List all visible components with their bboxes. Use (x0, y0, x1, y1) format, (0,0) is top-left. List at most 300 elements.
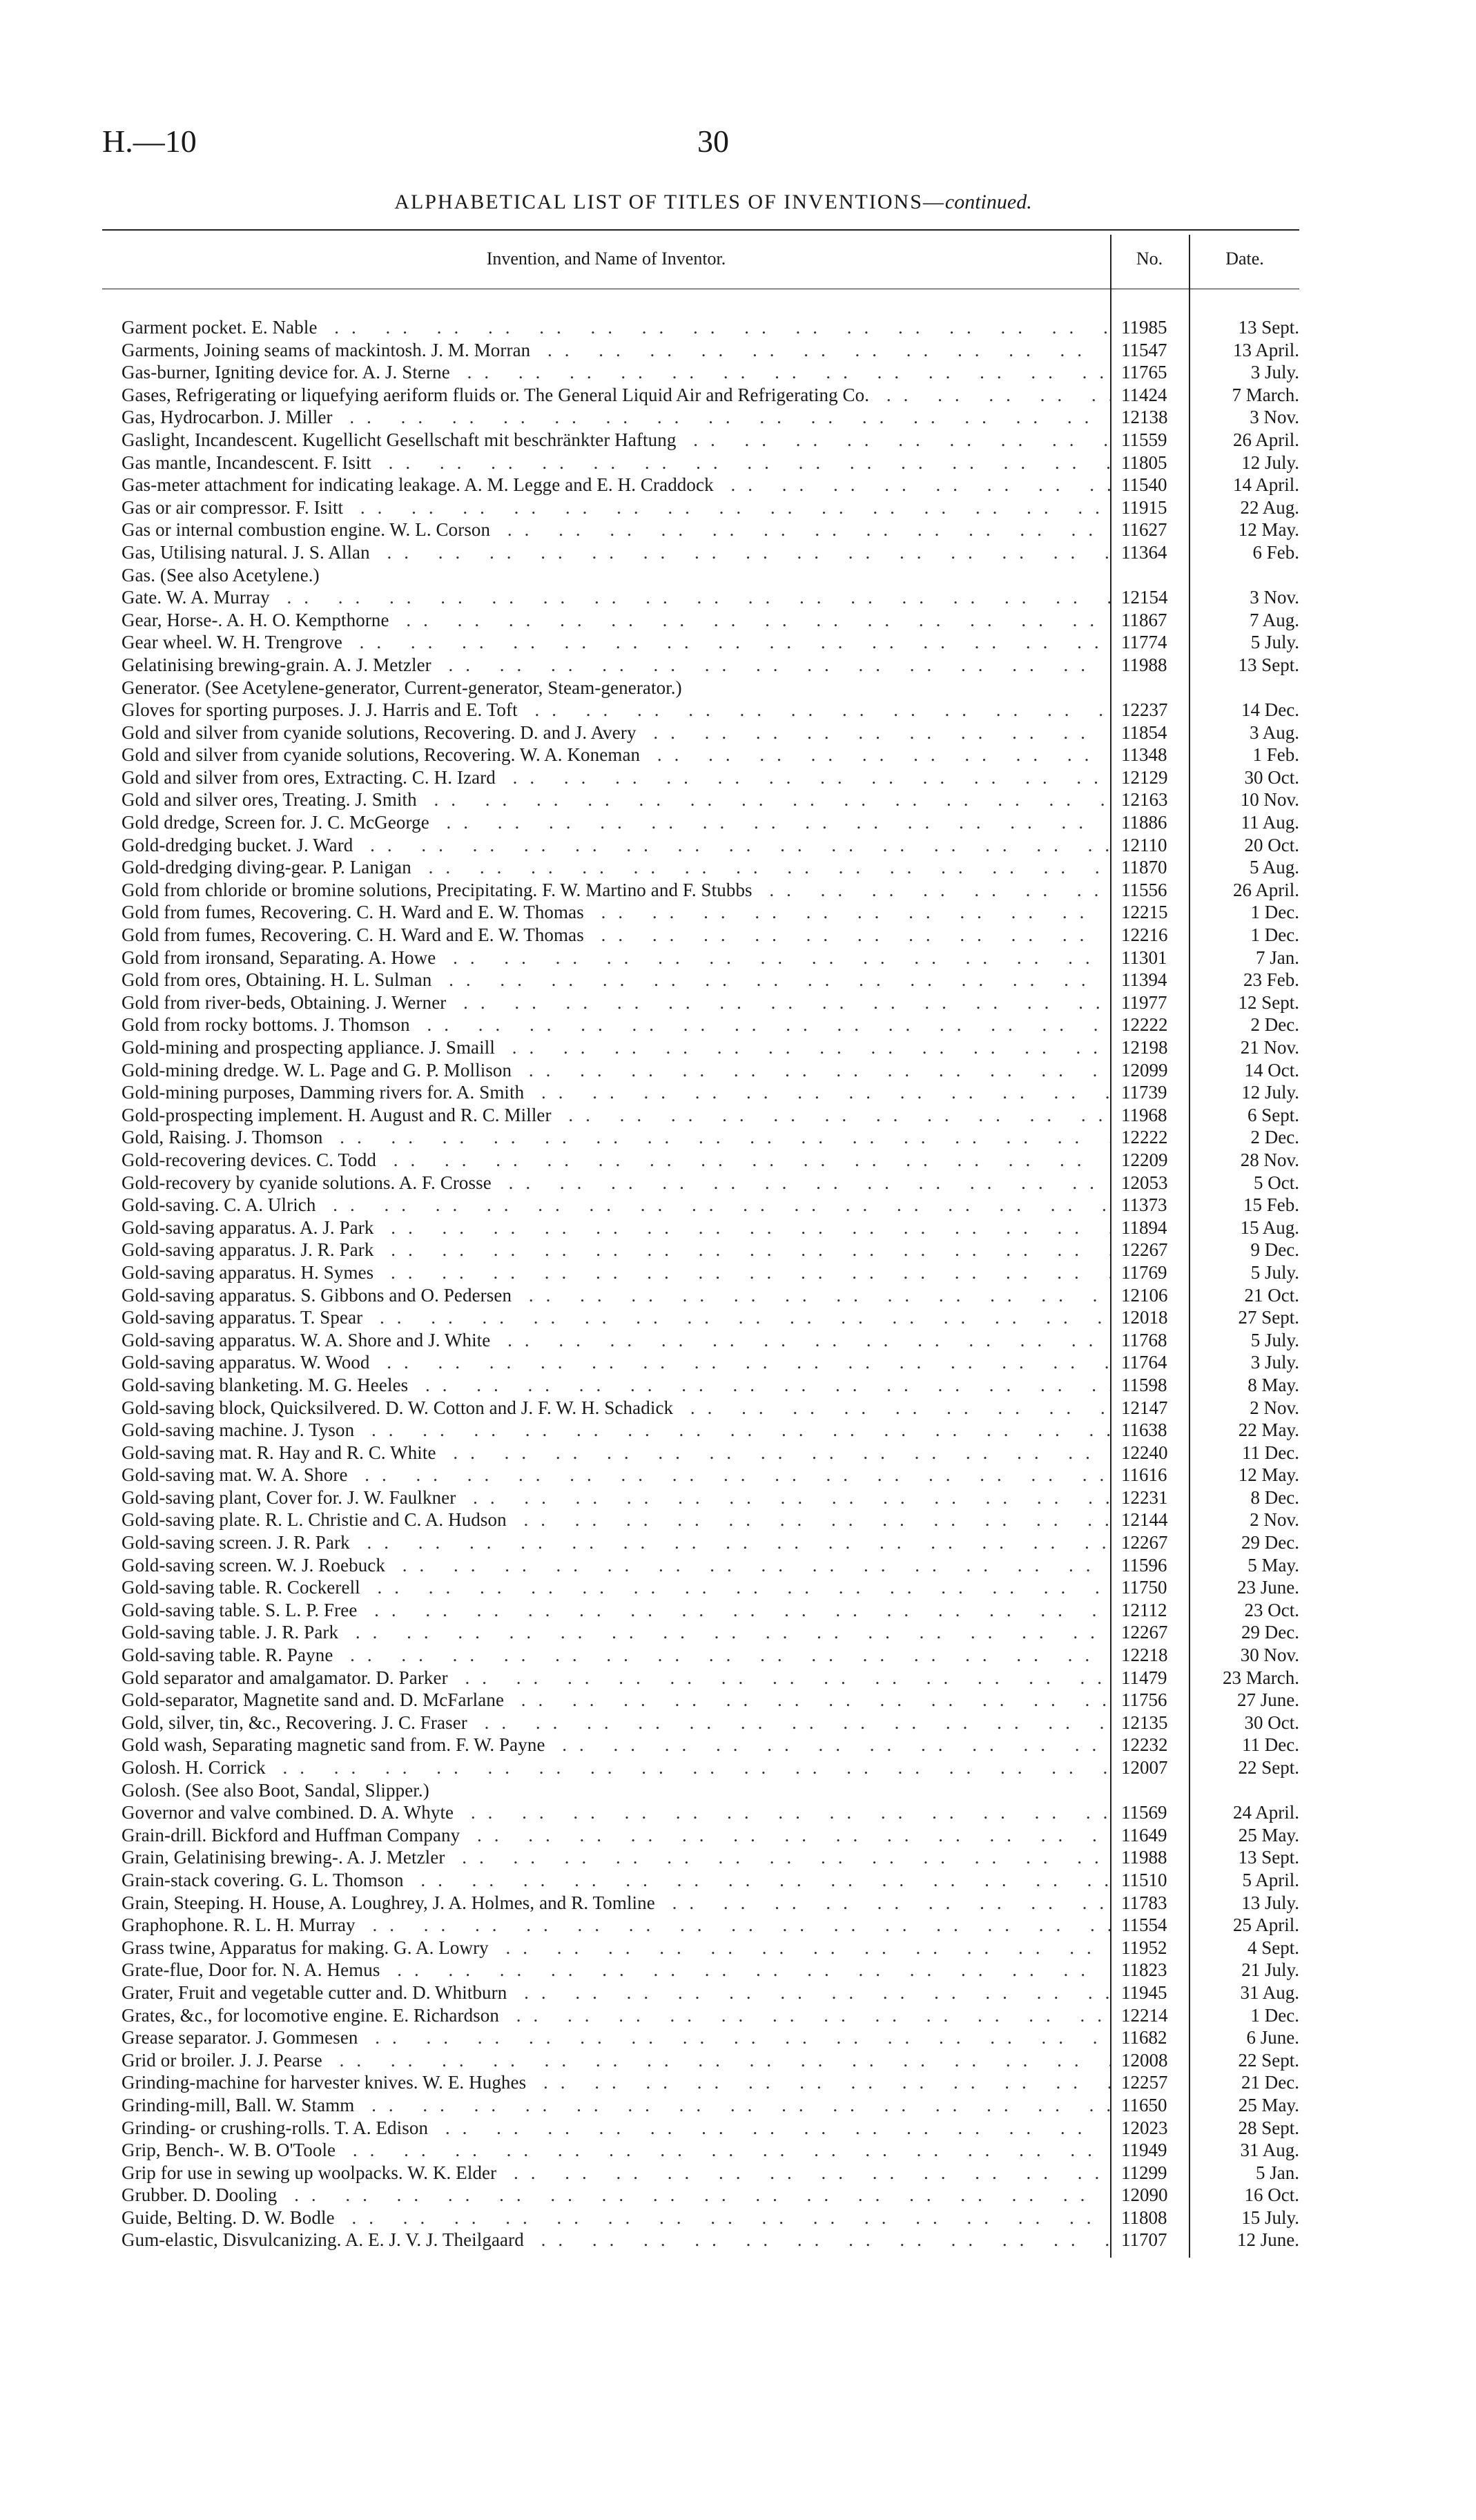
invention-title: Gold-saving table. R. Payne .. .. (122, 1644, 1110, 1667)
patent-number: 11598 (1121, 1374, 1167, 1395)
invention-title: Gas or air compressor. F. Isitt .. .. (122, 496, 1110, 519)
table-row (122, 766, 1299, 789)
patent-date: 3 Nov. (1250, 407, 1299, 428)
patent-date: 12 July. (1241, 452, 1299, 473)
patent-date: 2 Nov. (1250, 1397, 1299, 1418)
invention-title: Grease separator. J. Gommesen .. .. (122, 2026, 1110, 2049)
invention-title: Gas, Hydrocarbon. J. Miller .. .. (122, 406, 1110, 429)
patent-number: 11627 (1121, 519, 1167, 541)
patent-number: 11823 (1121, 1959, 1167, 1981)
table-row (122, 1712, 1299, 1734)
table-row (122, 1869, 1299, 1892)
patent-date: 25 April. (1232, 1915, 1299, 1936)
patent-number: 11988 (1121, 654, 1167, 675)
invention-title: Gold-prospecting implement. H. August and R. C. Miller .. .. (122, 1104, 1110, 1127)
patent-number: 11870 (1121, 857, 1167, 878)
table-row (122, 2207, 1299, 2229)
patent-number: 12222 (1121, 1014, 1168, 1036)
patent-number: 12007 (1121, 1757, 1168, 1778)
patent-date: 15 Aug. (1240, 1217, 1299, 1238)
patent-date: 12 May. (1238, 1464, 1299, 1486)
table-row (122, 586, 1299, 609)
table-row (122, 2162, 1299, 2184)
patent-date: 3 July. (1250, 1352, 1299, 1373)
invention-title: Gold, silver, tin, &c., Recovering. J. C. Fraser .. .. (122, 1712, 1110, 1734)
patent-date: 24 April. (1232, 1802, 1299, 1823)
patent-date: 23 March. (1223, 1667, 1299, 1688)
document-reference: H.—10 (102, 124, 197, 159)
patent-number: 11769 (1121, 1261, 1167, 1283)
invention-title: Grater, Fruit and vegetable cutter and. D. Whitburn .. .. (122, 1981, 1110, 2004)
invention-title: Gold-saving apparatus. W. A. Shore and J. White .. .. (122, 1329, 1110, 1352)
invention-title: Gold-saving plate. R. L. Christie and C. A. Hudson .. .. (122, 1509, 1110, 1531)
patent-number: 12147 (1121, 1397, 1168, 1418)
table-row (122, 1892, 1299, 1915)
invention-title: Gum-elastic, Disvulcanizing. A. E. J. V. J. Theilgaard .. .. (122, 2229, 1110, 2251)
patent-number: 11783 (1121, 1892, 1167, 1913)
patent-date: 27 June. (1237, 1689, 1299, 1711)
patent-date: 7 March. (1232, 384, 1299, 405)
patent-date: 22 Sept. (1238, 2049, 1299, 2071)
invention-title: Gold and silver from cyanide solutions, Recovering. W. A. Koneman .. .. (122, 744, 1110, 766)
table-row (122, 1149, 1299, 1172)
table-row (122, 947, 1299, 969)
invention-title: Gold-saving table. S. L. P. Free .. .. (122, 1599, 1110, 1622)
cross-reference-row (122, 564, 1299, 587)
column-header (102, 240, 1299, 280)
invention-title: Graphophone. R. L. H. Murray .. .. (122, 1914, 1110, 1937)
invention-title: Gold-saving block, Quicksilvered. D. W. Cotton and J. F. W. H. Schadick .. .. (122, 1397, 1110, 1419)
patent-number: 11774 (1121, 632, 1167, 653)
invention-title: Gold-saving plant, Cover for. J. W. Faulkner .. .. (122, 1486, 1110, 1509)
table-row (122, 609, 1299, 632)
table-row (122, 2139, 1299, 2162)
patent-date: 6 Feb. (1252, 541, 1299, 563)
invention-title: Gold-dredging bucket. J. Ward .. .. (122, 834, 1110, 857)
patent-date: 2 Nov. (1250, 1509, 1299, 1531)
list-title-main: ALPHABETICAL LIST OF TITLES OF INVENTIONS— (394, 191, 945, 213)
patent-number: 11394 (1121, 969, 1167, 991)
table-row (122, 2026, 1299, 2049)
table-row (122, 2071, 1299, 2094)
patent-number: 11556 (1121, 879, 1167, 900)
patent-date: 12 Sept. (1238, 991, 1299, 1013)
invention-title: Generator. (See Acetylene-generator, Current-generator, Steam-generator.) (122, 677, 682, 698)
invention-title: Grip, Bench-. W. B. O'Toole .. .. (122, 2139, 1110, 2162)
invention-title: Grinding- or crushing-rolls. T. A. Edison .. .. (122, 2117, 1110, 2140)
table-row (122, 429, 1299, 452)
table-row (122, 1824, 1299, 1847)
invention-title: Gas, Utilising natural. J. S. Allan .. .. (122, 541, 1110, 564)
patent-number: 11540 (1121, 474, 1167, 496)
table-row (122, 834, 1299, 857)
patent-date: 3 Nov. (1250, 587, 1299, 608)
invention-title: Gold-saving apparatus. S. Gibbons and O. Pedersen .. .. (122, 1284, 1110, 1307)
invention-title: Grid or broiler. J. J. Pearse .. .. (122, 2049, 1110, 2072)
patent-date: 12 May. (1238, 519, 1299, 541)
patent-number: 11750 (1121, 1577, 1167, 1598)
invention-title: Gold-dredging diving-gear. P. Lanigan .. .. (122, 856, 1110, 879)
cross-reference-row (122, 1779, 1299, 1802)
patent-number: 12231 (1121, 1486, 1168, 1508)
table-row (122, 1397, 1299, 1419)
invention-title: Gold-saving mat. R. Hay and R. C. White .. .. (122, 1442, 1110, 1464)
table-row (122, 1217, 1299, 1239)
invention-title: Gold-saving apparatus. T. Spear .. .. (122, 1306, 1110, 1329)
patent-date: 10 Nov. (1240, 789, 1299, 811)
patent-date: 2 Dec. (1250, 1127, 1299, 1148)
patent-number: 12267 (1121, 1622, 1168, 1643)
patent-date: 22 Sept. (1238, 1757, 1299, 1778)
patent-date: 21 Oct. (1244, 1284, 1299, 1306)
invention-title: Gold-saving apparatus. A. J. Park .. .. (122, 1217, 1110, 1239)
patent-date: 23 Feb. (1243, 969, 1299, 991)
patent-number: 11649 (1121, 1824, 1167, 1845)
table-row (122, 744, 1299, 766)
patent-number: 11945 (1121, 1981, 1167, 2003)
invention-title: Gold separator and amalgamator. D. Parker .. .. (122, 1667, 1110, 1689)
invention-title: Grain-stack covering. G. L. Thomson .. .. (122, 1869, 1110, 1892)
patent-date: 13 July. (1241, 1892, 1299, 1913)
invention-title: Gold dredge, Screen for. J. C. McGeorge .. .. (122, 811, 1110, 834)
patent-date: 15 July. (1241, 2207, 1299, 2228)
patent-number: 11886 (1121, 812, 1167, 833)
patent-date: 5 Aug. (1249, 857, 1299, 878)
table-row (122, 2117, 1299, 2140)
patent-date: 31 Aug. (1240, 2140, 1299, 2161)
table-row (122, 788, 1299, 811)
patent-number: 11479 (1121, 1667, 1167, 1688)
table-row (122, 699, 1299, 721)
patent-date: 14 Oct. (1244, 1059, 1299, 1080)
patent-date: 11 Dec. (1242, 1442, 1299, 1463)
patent-number: 11764 (1121, 1352, 1167, 1373)
table-row (122, 631, 1299, 654)
patent-date: 27 Sept. (1238, 1307, 1299, 1328)
patent-date: 16 Oct. (1244, 2184, 1299, 2206)
patent-number: 11424 (1121, 384, 1167, 405)
table-row (122, 1081, 1299, 1104)
invention-title: Gold from ores, Obtaining. H. L. Sulman .. .. (122, 969, 1110, 991)
invention-title: Gold from ironsand, Separating. A. Howe .. .. (122, 947, 1110, 969)
table-row (122, 2004, 1299, 2027)
invention-title: Gold-recovery by cyanide solutions. A. F. Crosse .. .. (122, 1172, 1110, 1194)
patent-date: 12 June. (1237, 2229, 1299, 2251)
invention-title: Gold-mining dredge. W. L. Page and G. P. Mollison .. .. (122, 1059, 1110, 1082)
table-row (122, 901, 1299, 924)
patent-date: 23 June. (1237, 1577, 1299, 1598)
patent-date: 25 May. (1238, 1824, 1299, 1845)
invention-title: Gold from fumes, Recovering. C. H. Ward and E. W. Thomas .. .. (122, 924, 1110, 947)
patent-date: 21 Nov. (1240, 1037, 1299, 1058)
patent-number: 12053 (1121, 1172, 1168, 1193)
invention-title: Grinding-mill, Ball. W. Stamm .. .. (122, 2094, 1110, 2117)
patent-date: 30 Nov. (1240, 1645, 1299, 1666)
table-row (122, 1464, 1299, 1486)
patent-date: 15 Feb. (1243, 1194, 1299, 1216)
patent-number: 12240 (1121, 1442, 1168, 1463)
patent-number: 11805 (1121, 452, 1167, 473)
patent-date: 1 Dec. (1250, 2004, 1299, 2026)
patent-number: 11977 (1121, 991, 1167, 1013)
invention-title: Grip for use in sewing up woolpacks. W. K. Elder .. .. (122, 2162, 1110, 2184)
patent-number: 11510 (1121, 1869, 1167, 1890)
table-row (122, 1172, 1299, 1194)
patent-number: 12008 (1121, 2049, 1168, 2071)
invention-title: Guide, Belting. D. W. Bodle .. .. (122, 2207, 1110, 2229)
invention-title: Gold-recovering devices. C. Todd .. .. (122, 1149, 1110, 1172)
patent-number: 11638 (1121, 1419, 1167, 1441)
page-header (102, 123, 1324, 164)
patent-date: 5 July. (1250, 1329, 1299, 1350)
patent-number: 11616 (1121, 1464, 1167, 1486)
invention-title: Gold-saving apparatus. J. R. Park .. .. (122, 1239, 1110, 1261)
patent-number: 12110 (1121, 834, 1167, 855)
patent-date: 6 Sept. (1247, 1104, 1299, 1125)
table-row (122, 811, 1299, 834)
patent-number: 12129 (1121, 766, 1168, 788)
patent-number: 11756 (1121, 1689, 1167, 1711)
patent-date: 11 Aug. (1241, 812, 1299, 833)
patent-number: 12257 (1121, 2072, 1168, 2093)
patent-date: 30 Oct. (1244, 1712, 1299, 1733)
table-row (122, 1689, 1299, 1712)
cross-reference-row (122, 677, 1299, 699)
table-row (122, 1329, 1299, 1352)
table-row (122, 654, 1299, 677)
patent-number: 12218 (1121, 1645, 1168, 1666)
patent-date: 5 April. (1242, 1869, 1299, 1890)
patent-number: 11915 (1121, 496, 1167, 518)
patent-date: 5 July. (1250, 1261, 1299, 1283)
table-row (122, 2049, 1299, 2072)
table-row (122, 1937, 1299, 1959)
patent-date: 9 Dec. (1250, 1239, 1299, 1261)
table-row (122, 969, 1299, 991)
table-row (122, 1644, 1299, 1667)
patent-number: 12267 (1121, 1532, 1168, 1553)
patent-date: 11 Dec. (1242, 1734, 1299, 1756)
table-row (122, 1419, 1299, 1442)
patent-date: 6 June. (1246, 2027, 1299, 2048)
patent-number: 12215 (1121, 902, 1168, 923)
invention-title: Gas or internal combustion engine. W. L. Corson .. .. (122, 518, 1110, 541)
patent-date: 13 Sept. (1238, 317, 1299, 338)
table-row (122, 474, 1299, 496)
invention-title: Gold-saving mat. W. A. Shore .. .. (122, 1464, 1110, 1486)
patent-date: 26 April. (1232, 879, 1299, 900)
invention-title: Gold from chloride or bromine solutions, Precipitating. F. W. Martino and F. Stubbs .. .. (122, 879, 1110, 902)
patent-date: 21 July. (1241, 1959, 1299, 1981)
patent-date: 7 Aug. (1249, 609, 1299, 630)
patent-number: 12135 (1121, 1712, 1168, 1733)
invention-title: Gold-saving table. R. Cockerell .. .. (122, 1576, 1110, 1599)
table-row (122, 496, 1299, 519)
invention-title: Grubber. D. Dooling .. .. (122, 2184, 1110, 2207)
patent-number: 11968 (1121, 1104, 1167, 1125)
patent-number: 12144 (1121, 1509, 1168, 1531)
table-row (122, 2229, 1299, 2251)
patent-date: 7 Jan. (1256, 947, 1299, 968)
table-row (122, 1509, 1299, 1531)
patent-number: 11364 (1121, 541, 1167, 563)
invention-title: Gold, Raising. J. Thomson .. .. (122, 1126, 1110, 1149)
invention-title: Gold-saving machine. J. Tyson .. .. (122, 1419, 1110, 1442)
patent-number: 11348 (1121, 744, 1167, 766)
table-row (122, 1351, 1299, 1374)
patent-date: 13 Sept. (1238, 654, 1299, 675)
table-row (122, 856, 1299, 879)
table-row (122, 1194, 1299, 1217)
invention-title: Gold-saving screen. W. J. Roebuck .. .. (122, 1554, 1110, 1577)
patent-number: 11301 (1121, 947, 1167, 968)
table-row (122, 1667, 1299, 1689)
patent-number: 11554 (1121, 1915, 1167, 1936)
table-row (122, 1014, 1299, 1036)
patent-number: 12018 (1121, 1307, 1168, 1328)
table-row (122, 1306, 1299, 1329)
patent-date: 22 May. (1238, 1419, 1299, 1441)
invention-title: Grates, &c., for locomotive engine. E. Richardson .. .. (122, 2004, 1110, 2027)
invention-title: Grass twine, Apparatus for making. G. A. Lowry .. .. (122, 1937, 1110, 1959)
patent-date: 14 April. (1232, 474, 1299, 496)
list-title (102, 191, 1324, 214)
table-row (122, 339, 1299, 362)
column-header-no: No. (1136, 249, 1163, 269)
invention-title: Gold-mining purposes, Damming rivers for. A. Smith .. .. (122, 1081, 1110, 1104)
patent-number: 12216 (1121, 924, 1168, 946)
invention-title: Garment pocket. E. Nable .. .. (122, 316, 1110, 339)
invention-title: Gas. (See also Acetylene.) (122, 564, 320, 585)
patent-date: 30 Oct. (1244, 766, 1299, 788)
patent-date: 8 Dec. (1250, 1486, 1299, 1508)
patent-number: 11949 (1121, 2140, 1167, 2161)
patent-number: 11707 (1121, 2229, 1167, 2251)
invention-title: Gold and silver ores, Treating. J. Smith .. .. (122, 788, 1110, 811)
invention-title: Gold-mining and prospecting appliance. J. Smaill .. .. (122, 1036, 1110, 1059)
patent-date: 4 Sept. (1247, 1937, 1299, 1958)
invention-title: Gold-saving apparatus. H. Symes .. .. (122, 1261, 1110, 1284)
patent-date: 22 Aug. (1240, 496, 1299, 518)
table-row (122, 518, 1299, 541)
table-row (122, 1486, 1299, 1509)
patent-date: 8 May. (1247, 1374, 1299, 1395)
patent-number: 12090 (1121, 2184, 1168, 2206)
patent-number: 11559 (1121, 429, 1167, 450)
invention-title: Gate. W. A. Murray .. .. (122, 586, 1110, 609)
table-row (122, 721, 1299, 744)
patent-date: 1 Feb. (1252, 744, 1299, 766)
patent-number: 12267 (1121, 1239, 1168, 1261)
patent-number: 11682 (1121, 2027, 1167, 2048)
invention-title: Gloves for sporting purposes. J. J. Harris and E. Toft .. .. (122, 699, 1110, 721)
patent-date: 31 Aug. (1240, 1981, 1299, 2003)
patent-number: 11867 (1121, 609, 1167, 630)
table-row (122, 1756, 1299, 1779)
patent-date: 1 Dec. (1250, 902, 1299, 923)
table-row (122, 406, 1299, 429)
patent-number: 12112 (1121, 1599, 1167, 1620)
table-row (122, 1284, 1299, 1307)
patent-date: 2 Dec. (1250, 1014, 1299, 1036)
patent-number: 12222 (1121, 1127, 1168, 1148)
table-row (122, 924, 1299, 947)
patent-number: 12023 (1121, 2117, 1168, 2138)
table-row (122, 1959, 1299, 1981)
invention-title: Grinding-machine for harvester knives. W. E. Hughes .. .. (122, 2071, 1110, 2094)
patent-number: 12209 (1121, 1149, 1168, 1170)
patent-number: 12237 (1121, 699, 1168, 721)
table-row (122, 1261, 1299, 1284)
patent-number: 11854 (1121, 721, 1167, 743)
patent-date: 21 Dec. (1241, 2072, 1299, 2093)
invention-title: Gold-saving apparatus. W. Wood .. .. (122, 1351, 1110, 1374)
table-row (122, 1036, 1299, 1059)
table-row (122, 991, 1299, 1014)
patent-number: 11894 (1121, 1217, 1167, 1238)
invention-title: Grate-flue, Door for. N. A. Hemus .. .. (122, 1959, 1110, 1981)
patent-number: 11569 (1121, 1802, 1167, 1823)
table-row (122, 879, 1299, 902)
invention-title: Gold and silver from ores, Extracting. C. H. Izard .. .. (122, 766, 1110, 789)
invention-title: Garments, Joining seams of mackintosh. J. M. Morran .. .. (122, 339, 1110, 362)
table-row (122, 1734, 1299, 1756)
table-row (122, 1621, 1299, 1644)
table-row (122, 1126, 1299, 1149)
patent-date: 5 May. (1247, 1554, 1299, 1576)
patent-date: 5 July. (1250, 632, 1299, 653)
invention-title: Gold-separator, Magnetite sand and. D. McFarlane .. .. (122, 1689, 1110, 1712)
patent-date: 13 Sept. (1238, 1847, 1299, 1868)
patent-number: 12214 (1121, 2004, 1168, 2026)
patent-number: 11952 (1121, 1937, 1167, 1958)
column-header-date: Date. (1225, 249, 1264, 269)
table-row (122, 2094, 1299, 2117)
table-row (122, 541, 1299, 564)
invention-title: Gold-saving table. J. R. Park .. .. (122, 1621, 1110, 1644)
invention-title: Gaslight, Incandescent. Kugellicht Gesellschaft mit beschränkter Haftung .. .. (122, 429, 1110, 452)
patent-date: 3 Aug. (1249, 721, 1299, 743)
patent-date: 12 July. (1241, 1082, 1299, 1103)
patent-date: 5 Jan. (1256, 2162, 1299, 2183)
invention-title: Gold wash, Separating magnetic sand from. F. W. Payne .. .. (122, 1734, 1110, 1756)
invention-title: Gear wheel. W. H. Trengrove .. .. (122, 631, 1110, 654)
patent-number: 11596 (1121, 1554, 1167, 1576)
invention-title: Gelatinising brewing-grain. A. J. Metzler .. .. (122, 654, 1110, 677)
invention-title: Gas-meter attachment for indicating leakage. A. M. Legge and E. H. Craddock .. .. (122, 474, 1110, 496)
invention-title: Gold from rocky bottoms. J. Thomson .. .. (122, 1014, 1110, 1036)
invention-title: Gold-saving screen. J. R. Park .. .. (122, 1531, 1110, 1554)
patent-number: 11739 (1121, 1082, 1167, 1103)
table-row (122, 1059, 1299, 1082)
table-row (122, 1104, 1299, 1127)
patent-number: 12106 (1121, 1284, 1168, 1306)
table-row (122, 361, 1299, 384)
invention-title: Gold from river-beds, Obtaining. J. Werner .. .. (122, 991, 1110, 1014)
patent-date: 1 Dec. (1250, 924, 1299, 946)
patent-number: 12138 (1121, 407, 1168, 428)
patent-date: 20 Oct. (1244, 834, 1299, 855)
patent-number: 12099 (1121, 1059, 1168, 1080)
patent-date: 13 April. (1232, 339, 1299, 360)
patent-number: 12163 (1121, 789, 1168, 811)
invention-title: Golosh. (See also Boot, Sandal, Slipper.) (122, 1779, 429, 1801)
table-row (122, 1374, 1299, 1397)
patent-number: 11650 (1121, 2094, 1167, 2115)
patent-date: 5 Oct. (1254, 1172, 1299, 1193)
table-row (122, 2184, 1299, 2207)
patent-date: 23 Oct. (1244, 1599, 1299, 1620)
